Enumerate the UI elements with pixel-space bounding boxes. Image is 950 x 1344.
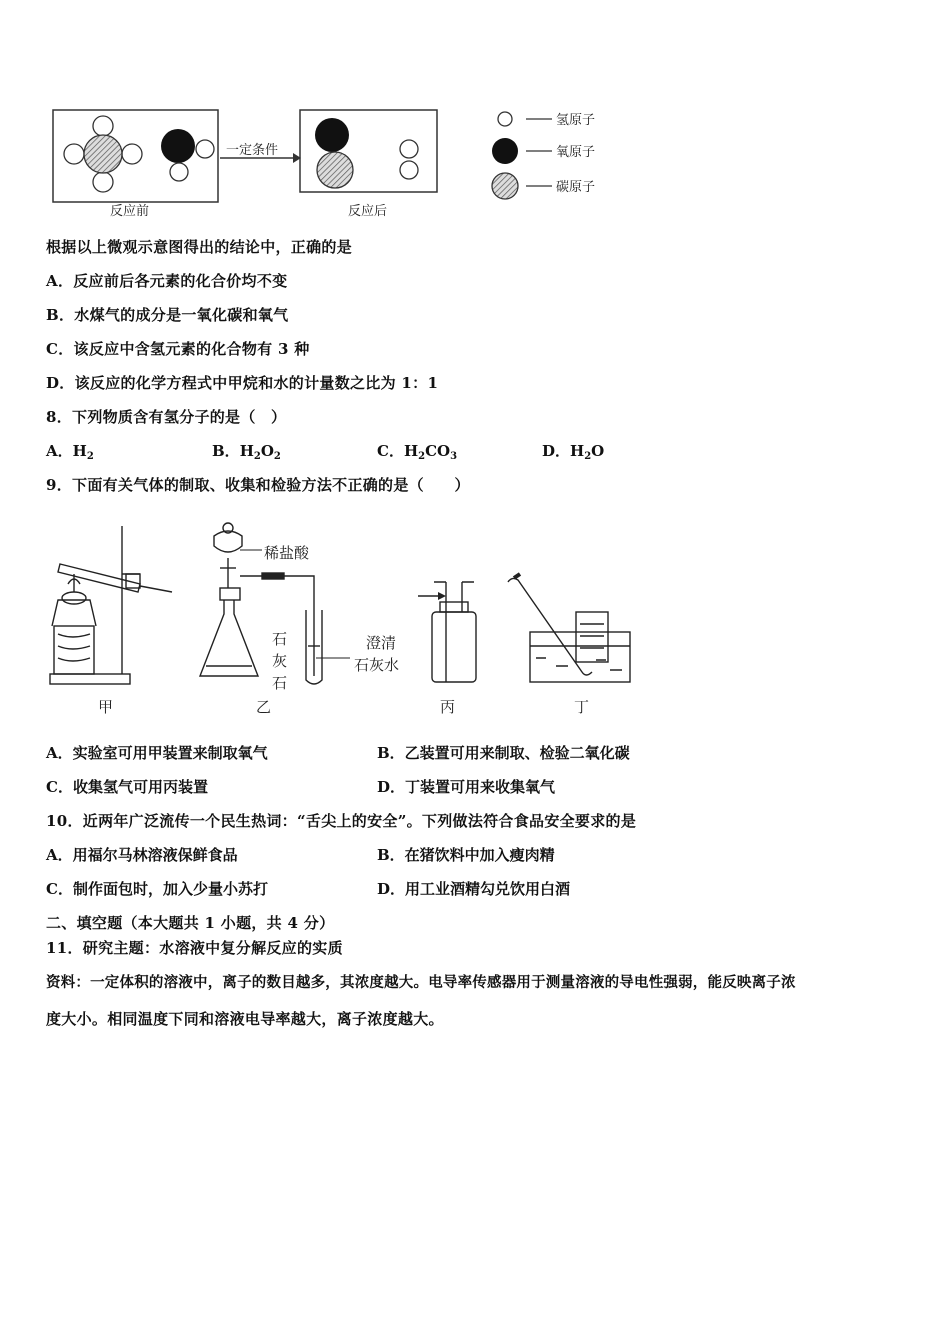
after-label: 反应后: [348, 204, 388, 219]
q9-option-b: B．乙装置可用来制取、检验二氧化碳: [377, 744, 630, 762]
label-lime-2: 灰: [272, 652, 288, 670]
apparatus-ding: [508, 574, 630, 682]
q8-option-d: D．$H_2O$: [542, 442, 605, 462]
q8-stem: 8．下列物质含有氢分子的是（ ）: [46, 408, 287, 426]
q7-stem: 根据以上微观示意图得出的结论中，正确的是: [46, 238, 353, 256]
condition-label: 一定条件: [226, 143, 279, 158]
label-lime-3: 石: [272, 674, 288, 692]
q9-stem: 9．下面有关气体的制取、收集和检验方法不正确的是（ ）: [46, 476, 470, 494]
q8-option-c: C．$H_2CO_3$: [377, 442, 458, 462]
q9-option-d: D．丁装置可用来收集氧气: [377, 778, 556, 796]
q9-option-c: C．收集氢气可用丙装置: [46, 778, 208, 796]
label-acid: 稀盐酸: [264, 544, 310, 562]
q10-option-b: B．在猪饮料中加入瘦肉精: [377, 846, 555, 864]
q10-option-d: D．用工业酒精勾兑饮用白酒: [377, 880, 571, 898]
label-lime-1: 石: [272, 630, 288, 648]
label-bing: 丙: [440, 698, 456, 716]
carbon-atom-icon: [492, 173, 518, 199]
legend-carbon: 碳原子: [556, 180, 596, 195]
label-limewater-2: 石灰水: [354, 656, 400, 674]
arrow-icon: [438, 592, 446, 600]
q10-stem: 10．近两年广泛流传一个民生热词：“舌尖上的安全”。下列做法符合食品安全要求的是: [46, 812, 637, 830]
apparatus-jia: [50, 526, 172, 684]
q7-option-c: C．该反应中含氢元素的化合物有 3 种: [46, 340, 310, 358]
q8-option-a: A．$H_2$: [46, 442, 94, 462]
h2-molecule: [400, 140, 418, 179]
q11-stem: 11．研究主题：水溶液中复分解反应的实质: [46, 939, 343, 957]
oxygen-atom-icon: [492, 138, 518, 164]
water-molecule: [161, 129, 214, 181]
q9-option-a: A．实验室可用甲装置来制取氧气: [46, 744, 268, 762]
q11-para-1: 资料：一定体积的溶液中，离子的数目越多，其浓度越大。电导率传感器用于测量溶液的导电性强弱，能反映离子浓: [46, 974, 796, 991]
label-ding: 丁: [574, 698, 590, 716]
co-molecule: [315, 118, 353, 188]
apparatus-bing: [418, 582, 476, 682]
q10-option-c: C．制作面包时，加入少量小苏打: [46, 880, 268, 898]
before-label: 反应前: [110, 204, 150, 219]
section-heading: 二、填空题（本大题共 1 小题，共 4 分）: [46, 914, 335, 932]
q11-para-2: 度大小。相同温度下同和溶液电导率越大，离子浓度越大。: [46, 1010, 444, 1028]
legend-hydrogen: 氢原子: [556, 113, 596, 128]
hydrogen-atom-icon: [498, 112, 512, 126]
label-limewater-1: 澄清: [366, 634, 397, 652]
methane-molecule: [64, 116, 142, 192]
apparatus-figure: [44, 506, 644, 726]
q7-option-b: B．水煤气的成分是一氧化碳和氧气: [46, 306, 289, 324]
label-yi: 乙: [256, 698, 272, 716]
reaction-diagram: [48, 102, 618, 222]
legend: [492, 112, 595, 199]
q7-option-a: A．反应前后各元素的化合价均不变: [46, 272, 288, 290]
q10-option-a: A．用福尔马林溶液保鲜食品: [46, 846, 238, 864]
legend-oxygen: 氧原子: [556, 145, 596, 160]
q8-option-b: B．$H_2O_2$: [212, 442, 281, 462]
q7-option-d: D．该反应的化学方程式中甲烷和水的计量数之比为 1：1: [46, 374, 439, 392]
label-jia: 甲: [98, 698, 114, 716]
